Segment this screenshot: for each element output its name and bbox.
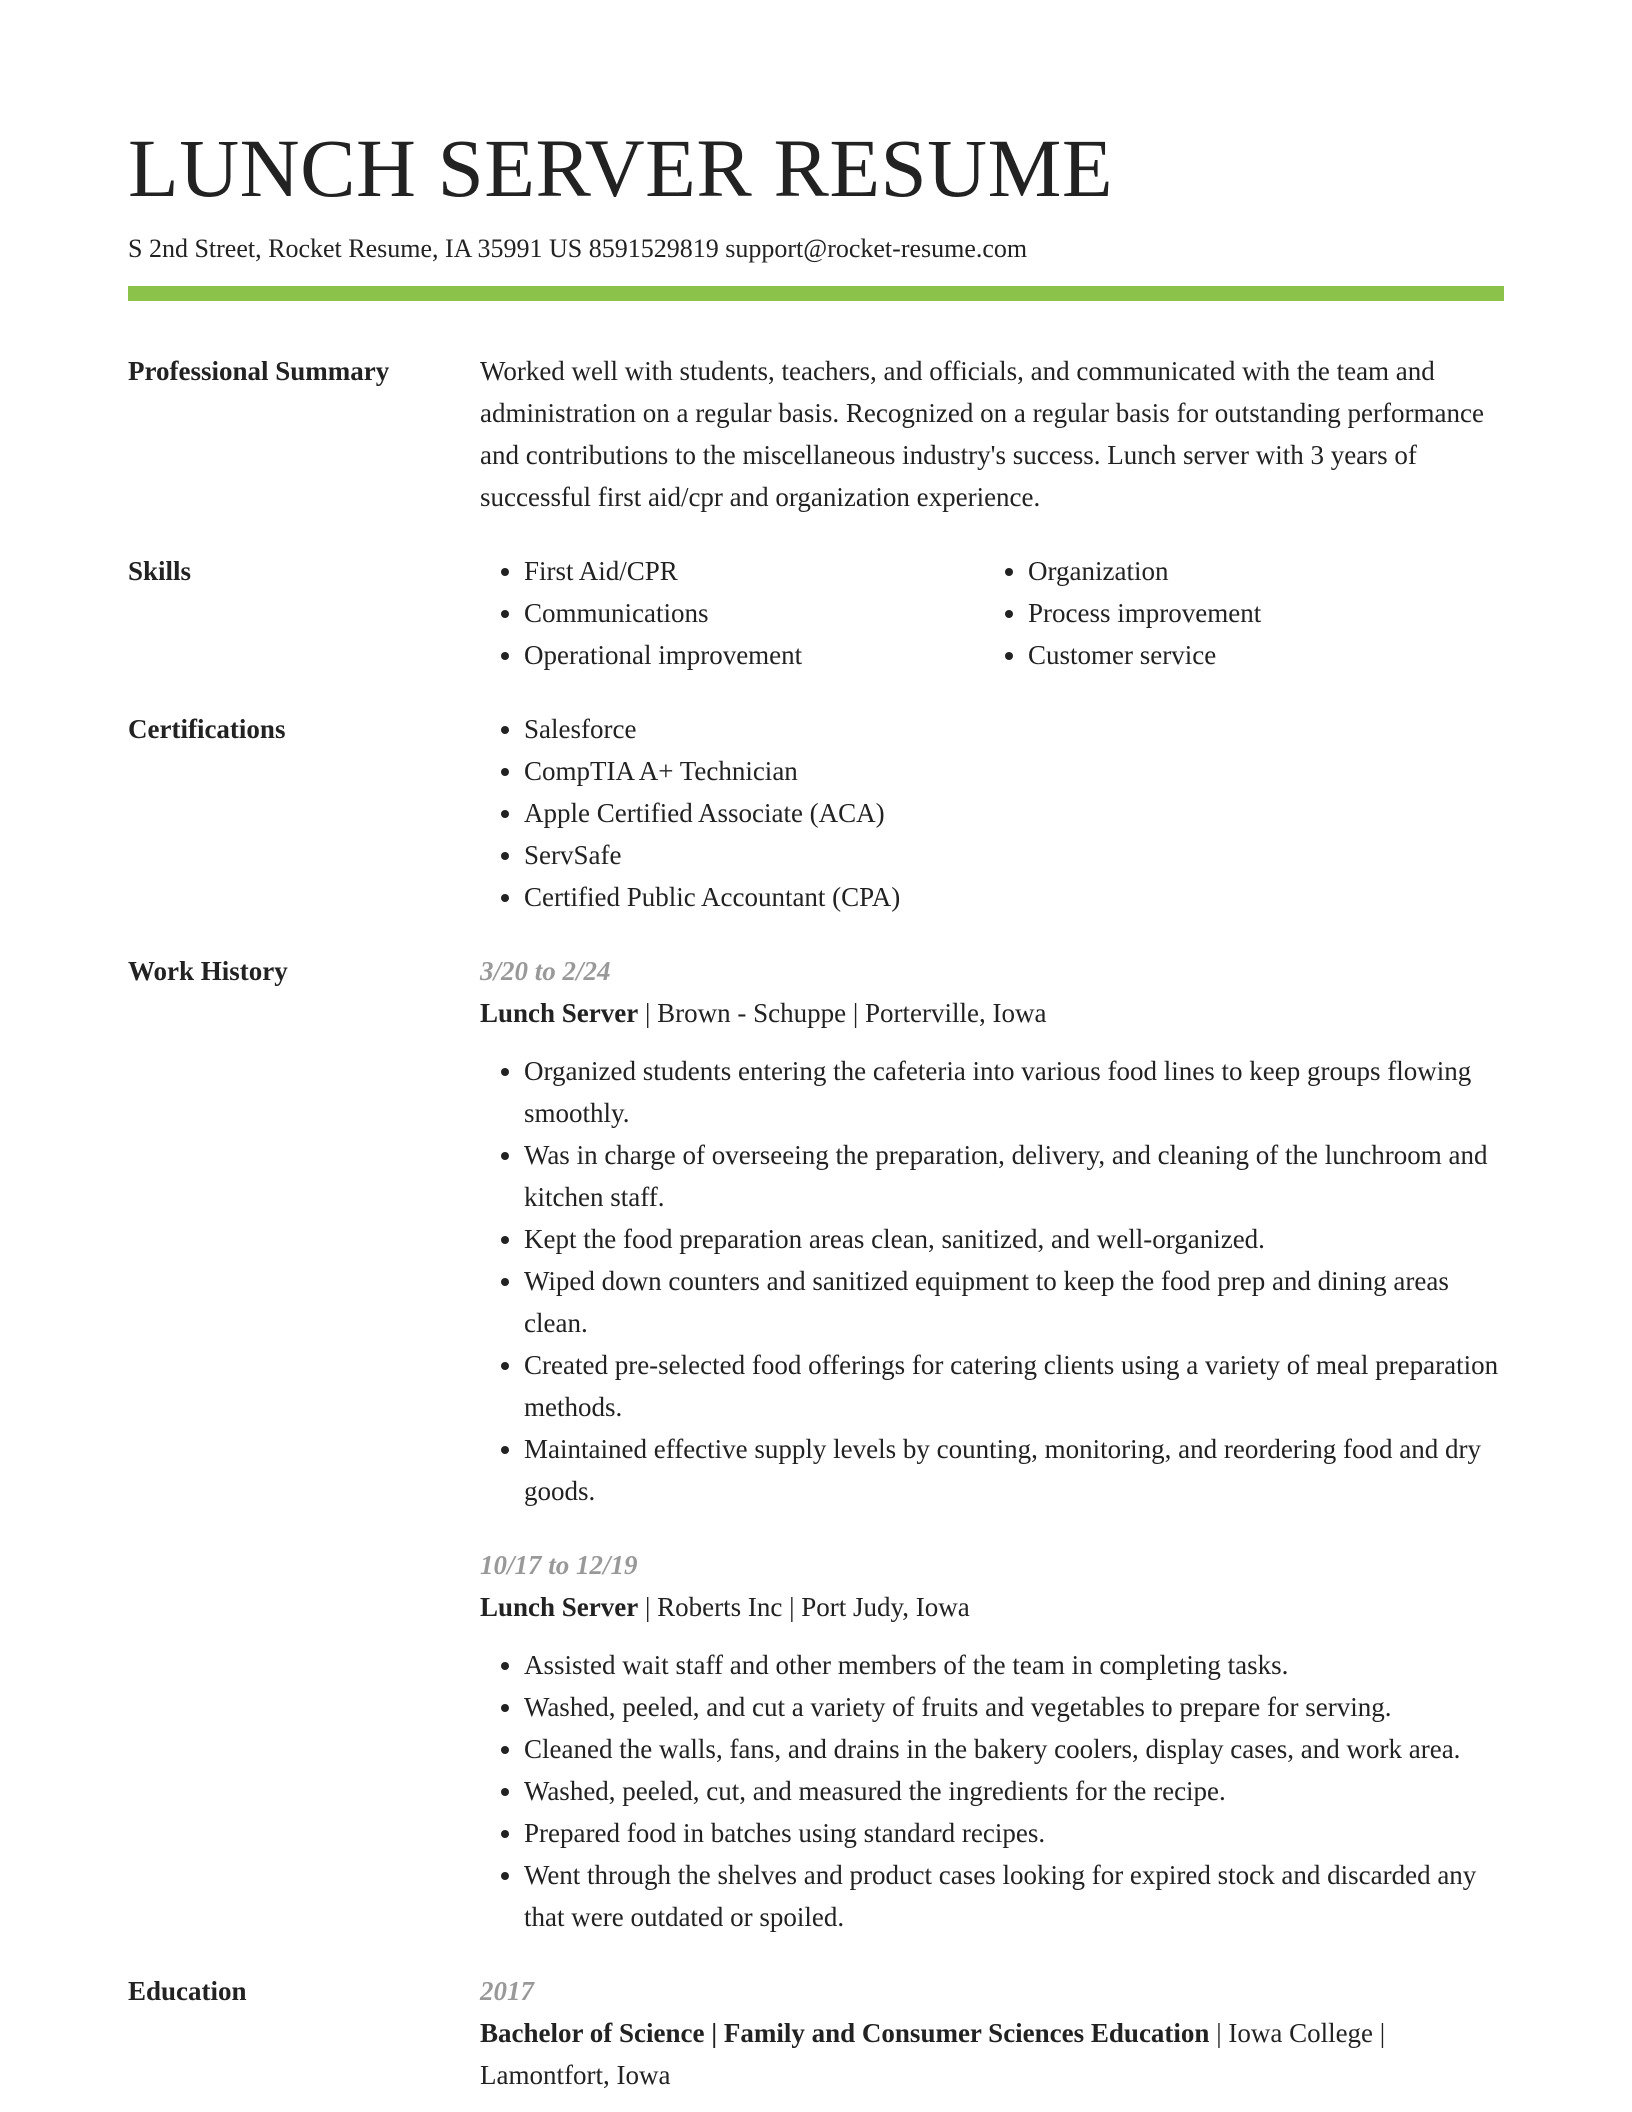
skills-grid — [480, 550, 1504, 676]
skill-item: • Communications — [524, 592, 984, 634]
job-dates: 10/17 to 12/19 — [480, 1550, 638, 1580]
job-bullet: • Wiped down counters and sanitized equipment to keep the food prep and dining areas clean. — [524, 1260, 1504, 1344]
page-title: LUNCH SERVER RESUME — [128, 122, 1114, 214]
education-details: | Iowa College | Lamontfort, Iowa — [480, 2018, 1386, 2090]
job-title: Lunch Server — [480, 1592, 639, 1622]
resume-sections — [128, 350, 1504, 2096]
certification-item: • CompTIA A+ Technician — [524, 750, 1504, 792]
job-bullet: • Maintained effective supply levels by counting, monitoring, and reordering food and dry goods. — [524, 1428, 1504, 1512]
education-line — [480, 2012, 1504, 2096]
job-details: | Brown - Schuppe | Porterville, Iowa — [638, 998, 1047, 1028]
job-title: Lunch Server — [480, 998, 639, 1028]
skill-item: • Organization — [1028, 550, 1488, 592]
section-label-summary: Professional Summary — [128, 356, 390, 386]
skill-item: • First Aid/CPR — [524, 550, 984, 592]
header-divider — [128, 286, 1504, 301]
job-bullet: • Organized students entering the cafeteria into various food lines to keep groups flowing smoothly. — [524, 1050, 1504, 1134]
section-body-summary — [480, 350, 1504, 518]
contact-line: S 2nd Street, Rocket Resume, IA 35991 US 8591529819 support@rocket-resume.com — [128, 234, 1028, 263]
job-bullet: • Went through the shelves and product cases looking for expired stock and discarded any that were outdated or spoiled. — [524, 1854, 1504, 1938]
section-work-history — [128, 950, 1504, 1938]
section-skills — [128, 550, 1504, 676]
certification-item: • Certified Public Accountant (CPA) — [524, 876, 1504, 918]
job-bullet: • Created pre-selected food offerings for catering clients using a variety of meal preparation methods. — [524, 1344, 1504, 1428]
section-label-skills: Skills — [128, 556, 192, 586]
job-bullet: • Washed, peeled, cut, and measured the ingredients for the recipe. — [524, 1770, 1504, 1812]
certification-item: • ServSafe — [524, 834, 1504, 876]
skill-item: • Process improvement — [1028, 592, 1488, 634]
education-year: 2017 — [480, 1976, 534, 2006]
certification-item: • Apple Certified Associate (ACA) — [524, 792, 1504, 834]
job-bullet: • Washed, peeled, and cut a variety of fruits and vegetables to prepare for serving. — [524, 1686, 1504, 1728]
job-entry — [480, 1544, 1504, 1938]
job-bullet: • Was in charge of overseeing the preparation, delivery, and cleaning of the lunchroom and kitchen staff. — [524, 1134, 1504, 1218]
skills-list-2 — [984, 550, 1488, 676]
section-professional-summary — [128, 350, 1504, 518]
job-bullet: • Prepared food in batches using standard recipes. — [524, 1812, 1504, 1854]
section-body-education — [480, 1970, 1504, 2096]
section-label-education: Education — [128, 1976, 247, 2006]
skills-list-1 — [480, 550, 984, 676]
section-label-work-history: Work History — [128, 956, 288, 986]
job-title-line — [480, 992, 1504, 1034]
summary-text: Worked well with students, teachers, and officials, and communicated with the team and administration on a regular basis. Recognized on a regular basis for outstanding performance and contributions to the miscellaneous industry's success. Lunch server with 3 years of successful first aid/cpr and organization experience. — [480, 356, 1484, 512]
job-bullet: • Assisted wait staff and other members of the team in completing tasks. — [524, 1644, 1504, 1686]
skill-item: • Operational improvement — [524, 634, 984, 676]
job-details: | Roberts Inc | Port Judy, Iowa — [638, 1592, 970, 1622]
job-bullet: • Cleaned the walls, fans, and drains in the bakery coolers, display cases, and work area. — [524, 1728, 1504, 1770]
job-title-line — [480, 1586, 1504, 1628]
skills-column-2 — [984, 550, 1488, 676]
section-education — [128, 1970, 1504, 2096]
section-body-skills — [480, 550, 1504, 676]
skills-column-1 — [480, 550, 984, 676]
skill-item: • Customer service — [1028, 634, 1488, 676]
job-dates: 3/20 to 2/24 — [480, 956, 611, 986]
job-bullet: • Kept the food preparation areas clean, sanitized, and well-organized. — [524, 1218, 1504, 1260]
certifications-list — [480, 708, 1504, 918]
job-entry — [480, 950, 1504, 1512]
education-degree: Bachelor of Science | Family and Consumer Sciences Education — [480, 2018, 1210, 2048]
certification-item: • Salesforce — [524, 708, 1504, 750]
section-label-certifications: Certifications — [128, 714, 286, 744]
section-certifications — [128, 708, 1504, 918]
section-body-certifications — [480, 708, 1504, 918]
job-bullet-list — [480, 1644, 1504, 1938]
section-body-work-history — [480, 950, 1504, 1938]
job-bullet-list — [480, 1050, 1504, 1512]
